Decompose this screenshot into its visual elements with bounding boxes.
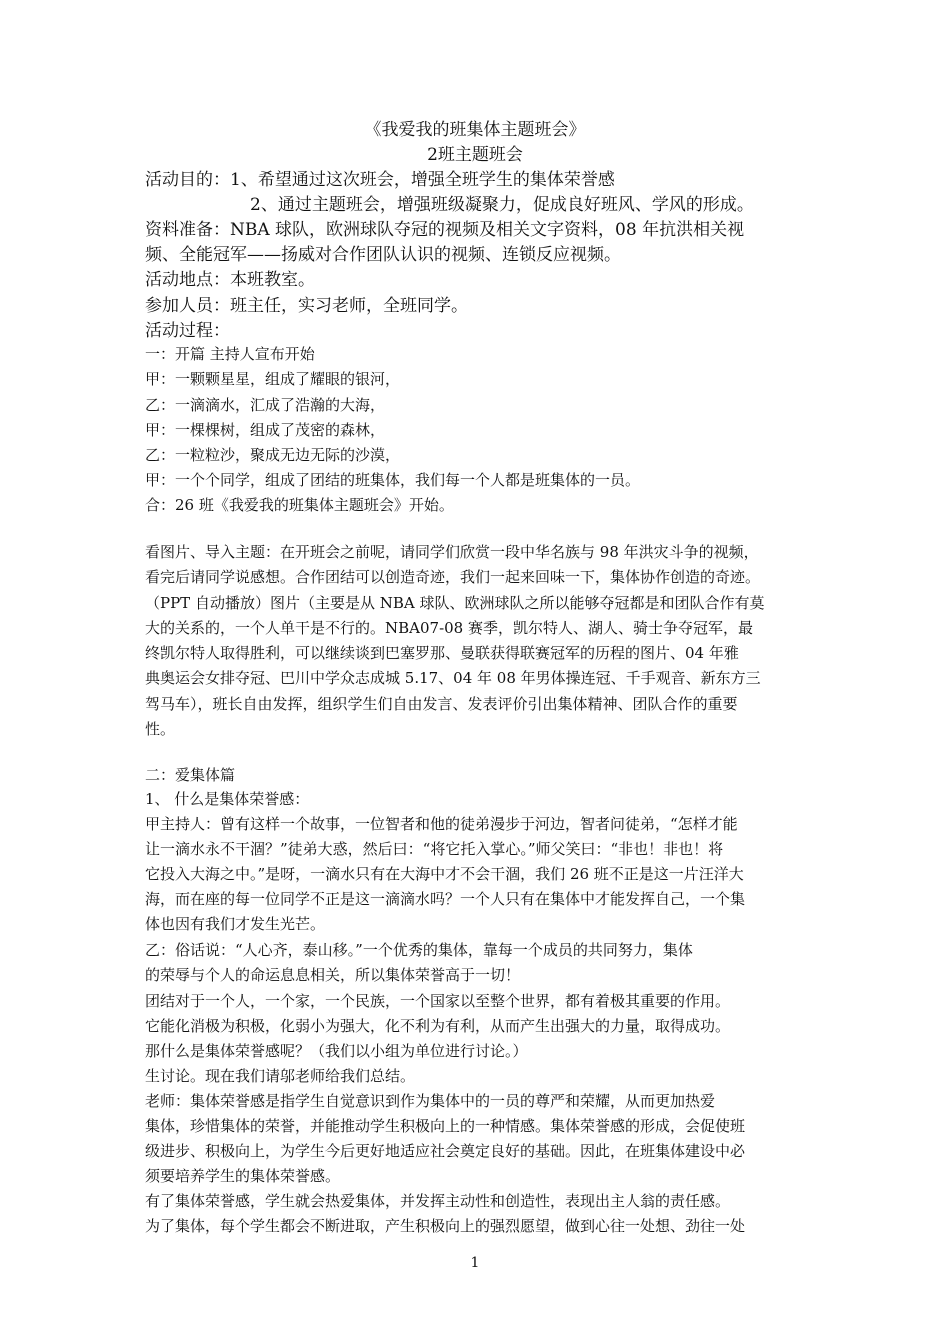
host-line: 乙：一粒粒沙，聚成无边无际的沙漠， [145,446,401,464]
materials-line-1: 资料准备：NBA 球队，欧洲球队夺冠的视频及相关文字资料，08 年抗洪相关视 [145,220,745,240]
purpose-line-2: 2、通过主题班会，增强班级凝聚力，促成良好班风、学风的形成。 [250,195,754,215]
story-para-line: 它投入大海之中。”是呀，一滴水只有在大海中才不会干涸，我们 26 班不正是这一片汪洋大 [145,865,744,883]
host-line: 乙：一滴滴水，汇成了浩瀚的大海， [145,396,386,414]
host-line: 合：26 班《我爱我的班集体主题班会》开始。 [145,496,454,514]
story-para-line: 甲主持人：曾有这样一个故事，一位智者和他的徒弟漫步于河边，智者问徒弟，“怎样才能 [145,815,738,833]
question-line: 那什么是集体荣誉感呢？（我们以小组为单位进行讨论。） [145,1042,528,1060]
intro-para-line: 驾马车），班长自由发挥，组织学生们自由发言、发表评价引出集体精神、团队合作的重要 [145,695,738,713]
intro-para-line: 性。 [145,720,176,738]
teacher-para-line: 须要培养学生的集体荣誉感。 [145,1167,341,1185]
teacher-para-line: 级进步、积极向上，为学生今后更好地适应社会奠定良好的基础。因此，在班集体建设中必 [145,1142,746,1160]
doc-title: 《我爱我的班集体主题班会》 [364,120,586,140]
process-line: 活动过程： [145,321,230,341]
saying-para-line: 乙：俗话说：“人心齐，泰山移。”一个优秀的集体，靠每一个成员的共同努力，集体 [145,941,693,959]
location-line: 活动地点：本班教室。 [145,270,315,290]
story-para-line: 海，而在座的每一位同学不正是这一滴滴水吗？一个人只有在集体中才能发挥自己，一个集 [145,890,746,908]
unity-para-line: 团结对于一个人，一个家，一个民族，一个国家以至整个世界，都有着极其重要的作用。 [145,992,731,1010]
intro-para-line: 看图片、导入主题：在开班会之前呢，请同学们欣赏一段中华名族与 98 年洪灾斗争的视频， [145,543,759,561]
intro-para-line: 终凯尔特人取得胜利，可以继续谈到巴塞罗那、曼联获得联赛冠军的历程的图片、04 年雅 [145,644,739,662]
saying-para-line: 的荣辱与个人的命运息息相关，所以集体荣誉高于一切！ [145,966,521,984]
intro-para-line: （PPT 自动播放）图片（主要是从 NBA 球队、欧洲球队之所以能够夺冠都是和团队合作有莫 [145,594,765,612]
participants-line: 参加人员：班主任，实习老师，全班同学。 [145,296,468,316]
intro-para-line: 大的关系的，一个人单干是不行的。NBA07-08 赛季，凯尔特人、湖人、骑士争夺冠军，最 [145,619,753,637]
section2-title: 二：爱集体篇 [145,766,236,784]
host-line: 甲：一颗颗星星，组成了耀眼的银河， [145,370,401,388]
host-line: 甲：一棵棵树，组成了茂密的森林， [145,421,386,439]
materials-line-2: 频、全能冠军——扬威对合作团队认识的视频、连锁反应视频。 [145,245,621,265]
teacher-para-line: 集体，珍惜集体的荣誉，并能推动学生积极向上的一种情感。集体荣誉感的形成，会促使班 [145,1117,746,1135]
purpose-line-1: 活动目的：1、希望通过这次班会，增强全班学生的集体荣誉感 [145,170,615,190]
teacher-para-line: 老师：集体荣誉感是指学生自觉意识到作为集体中的一员的尊严和荣耀，从而更加热爱 [145,1092,716,1110]
intro-para-line: 看完后请同学说感想。合作团结可以创造奇迹，我们一起来回味一下，集体协作创造的奇迹。 [145,568,761,586]
final-para-line: 为了集体，每个学生都会不断进取，产生积极向上的强烈愿望，做到心往一处想、劲往一处 [145,1217,746,1235]
doc-subtitle: 2班主题班会 [427,145,523,165]
intro-para-line: 典奥运会女排夺冠、巴川中学众志成城 5.17、04 年 08 年男体操连冠、千手观音、新东方三 [145,669,761,687]
story-para-line: 让一滴水永不干涸？”徒弟大惑，然后曰：“将它托入掌心。”师父笑曰：“非也！非也！将 [145,840,724,858]
unity-para-line: 它能化消极为积极，化弱小为强大，化不利为有利，从而产生出强大的力量，取得成功。 [145,1017,731,1035]
final-para-line: 有了集体荣誉感，学生就会热爱集体，并发挥主动性和创造性，表现出主人翁的责任感。 [145,1192,731,1210]
opening-line: 一：开篇 主持人宣布开始 [145,345,315,363]
section2-question: 1、 什么是集体荣誉感： [145,790,310,808]
host-line: 甲：一个个同学，组成了团结的班集体，我们每一个人都是班集体的一员。 [145,471,641,489]
story-para-line: 体也因有我们才发生光芒。 [145,915,326,933]
discuss-line: 生讨论。现在我们请邬老师给我们总结。 [145,1067,416,1085]
page-number: 1 [470,1255,480,1271]
